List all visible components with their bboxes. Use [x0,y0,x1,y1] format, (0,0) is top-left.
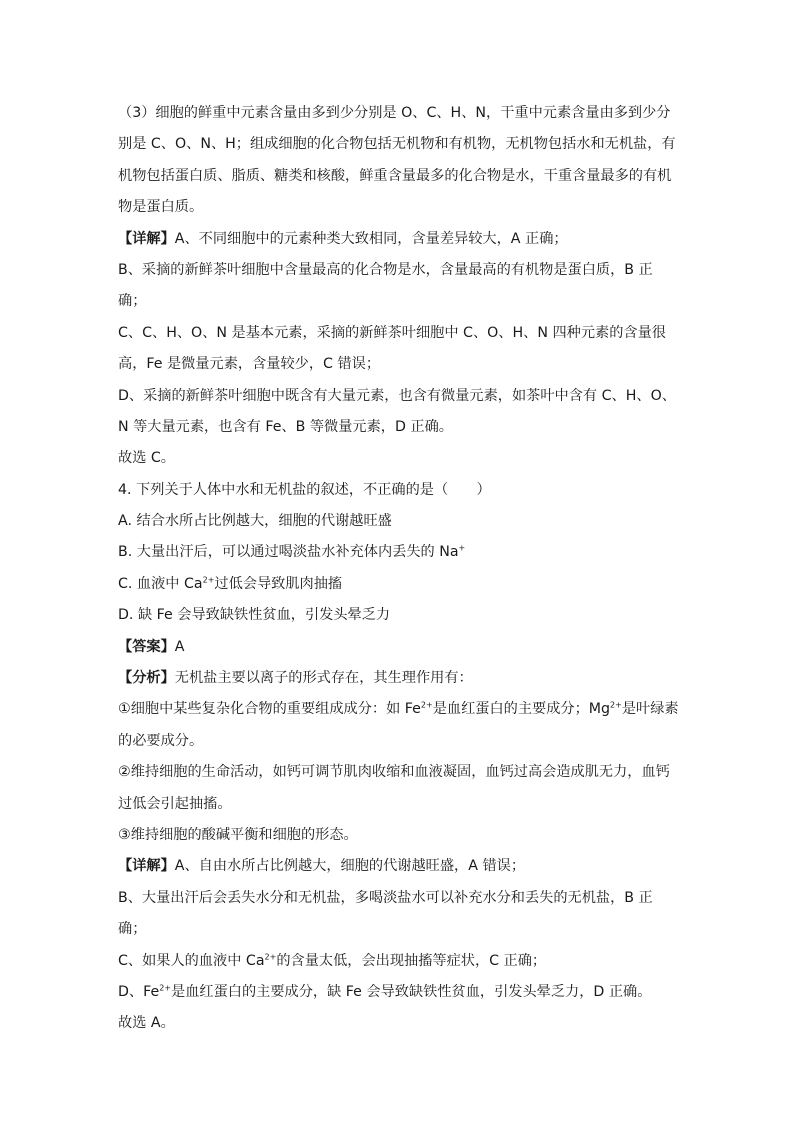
option-c: C. 血液中 $Ca^{2+}$过低会导致肌肉抽搐 [118,575,343,592]
section-label: 【详解】 [118,230,175,247]
text-line: ②维持细胞的生命活动，如钙可调节肌肉收缩和血液凝固，血钙过高会造成肌无力，血钙 [118,764,670,781]
text-line: 的必要成分。 [118,732,204,749]
text-line: 高，Fe 是微量元素，含量较少，C 错误； [118,356,381,373]
text-line: （3）细胞的鲜重中元素含量由多到少分别是 O、C、H、N，干重中元素含量由多到少分 [118,105,671,121]
text-line: 确； [118,293,147,310]
document-body [118,98,678,1040]
analysis-heading-line: 【分析】无机盐主要以离子的形式存在，其生理作用有： [118,670,473,687]
text-line: ①细胞中某些复杂化合物的重要组成成分：如 $Fe^{2+}$是血红蛋白的主要成分；$Mg^{2+}$是叶绿素 [118,700,679,718]
section-label: 【分析】 [118,670,175,687]
answer-line: 【答案】A [118,638,185,655]
text-line: 故选 C。 [118,450,175,467]
text-line: C、C、H、O、N 是基本元素，采摘的新鲜茶叶细胞中 C、O、H、N 四种元素的含量很 [118,324,666,341]
text-line: B、大量出汗后会丢失水分和无机盐，多喝淡盐水可以补充水分和丢失的无机盐，B 正 [118,889,653,906]
text-line: ③维持细胞的酸碱平衡和细胞的形态。 [118,826,358,843]
detail-heading-line: 【详解】A、自由水所占比例越大，细胞的代谢越旺盛，A 错误； [118,858,526,875]
text-line: 过低会引起抽搐。 [118,795,232,812]
text-line: D、$Fe^{2+}$是血红蛋白的主要成分，缺 Fe 会导致缺铁性贫血，引发头晕乏力，D 正确。 [118,983,652,1000]
text-line: 故选 A。 [118,1015,175,1032]
option-b: B. 大量出汗后，可以通过喝淡盐水补充体内丢失的 Na+ [118,543,466,561]
section-label: 【答案】 [118,638,175,655]
text-line: 机物包括蛋白质、脂质、糖类和核酸，鲜重含量最多的化合物是水，干重含量最多的有机 [118,167,672,184]
option-d: D. 缺 Fe 会导致缺铁性贫血，引发头晕乏力 [118,607,391,624]
text-line: 物是蛋白质。 [118,199,204,216]
text-line: C、如果人的血液中 $Ca^{2+}$的含量太低，会出现抽搐等症状，C 正确； [118,951,547,969]
text-line: N 等大量元素，也含有 Fe、B 等微量元素，D 正确。 [118,418,453,435]
option-a: A. 结合水所占比例越大，细胞的代谢越旺盛 [118,513,392,530]
text-line: 别是 C、O、N、H；组成细胞的化合物包括无机物和有机物，无机物包括水和无机盐，有 [118,136,676,153]
text-line: D、采摘的新鲜茶叶细胞中既含有大量元素，也含有微量元素，如茶叶中含有 C、H、O、 [118,387,676,404]
question-stem: 4. 下列关于人体中水和无机盐的叙述，不正确的是（ ） [118,481,491,498]
section-label: 【详解】 [118,858,175,875]
text-line: B、采摘的新鲜茶叶细胞中含量最高的化合物是水，含量最高的有机物是蛋白质，B 正 [118,261,653,278]
detail-heading-line: 【详解】A、不同细胞中的元素种类大致相同，含量差异较大，A 正确； [118,230,568,247]
text-line: 确； [118,921,147,938]
